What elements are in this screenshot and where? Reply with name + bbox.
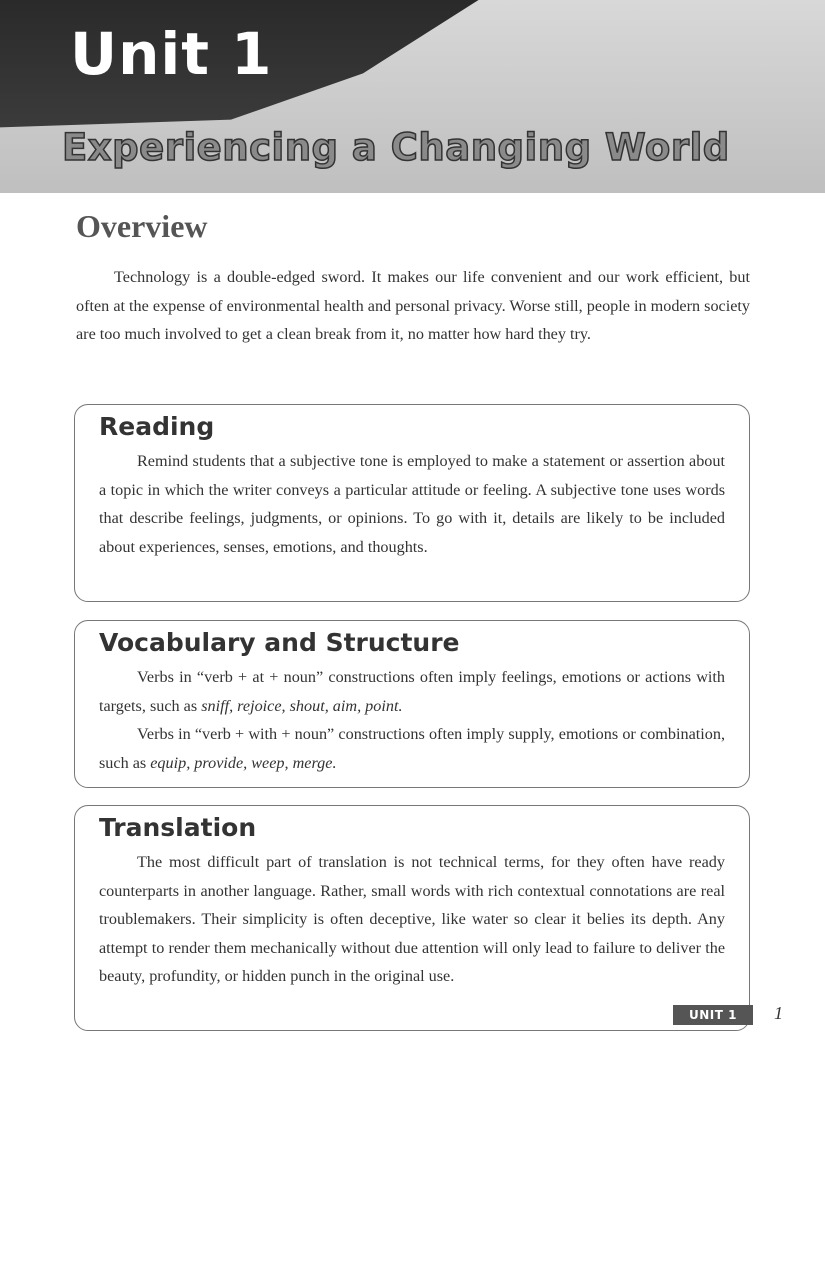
unit-badge: UNIT 1 — [673, 1005, 753, 1025]
unit-banner — [0, 0, 825, 193]
vocabulary-box — [74, 620, 750, 788]
vocabulary-p1-text: Verbs in “verb + at + noun” constructions often imply feelings, emotions or actions with targets, such as — [99, 668, 725, 715]
reading-heading: Reading — [99, 412, 215, 441]
unit-title: Unit 1 — [70, 20, 273, 88]
vocabulary-heading: Vocabulary and Structure — [99, 628, 460, 657]
unit-subtitle: Experiencing a Changing World — [62, 126, 730, 169]
vocabulary-p1-examples: sniff, rejoice, shout, aim, point. — [201, 696, 403, 715]
translation-paragraph: The most difficult part of translation is not technical terms, for they often have ready counterparts in another language. Rather, small words with rich contextual connotations are real troublemakers. Their simplicity is often deceptive, like water so clear it belies its depth. Any attempt to render them mechanically without due attention will only lead to failure to deliver the beauty, profundity, or hidden punch in the original use. — [99, 853, 725, 985]
vocabulary-paragraph-1 — [99, 663, 725, 720]
vocabulary-p2-examples: equip, provide, weep, merge. — [150, 753, 337, 772]
vocabulary-p2-text: Verbs in “verb + with + noun” constructions often imply supply, emotions or combination, such as — [99, 725, 725, 772]
vocabulary-paragraph-2 — [99, 720, 725, 777]
reading-box — [74, 404, 750, 602]
page-number: 1 — [774, 1003, 783, 1023]
overview-heading: Overview — [76, 208, 208, 244]
reading-paragraph: Remind students that a subjective tone is employed to make a statement or assertion about a topic in which the writer conveys a particular attitude or feeling. A subjective tone uses words that describe feelings, judgments, or opinions. To go with it, details are likely to be included about experiences, senses, emotions, and thoughts. — [99, 452, 725, 556]
translation-heading: Translation — [99, 813, 257, 842]
translation-box — [74, 805, 750, 1031]
overview-paragraph: Technology is a double-edged sword. It makes our life convenient and our work efficient, but often at the expense of environmental health and personal privacy. Worse still, people in modern society are too much involved to get a clean break from it, no matter how hard they try. — [76, 268, 750, 343]
